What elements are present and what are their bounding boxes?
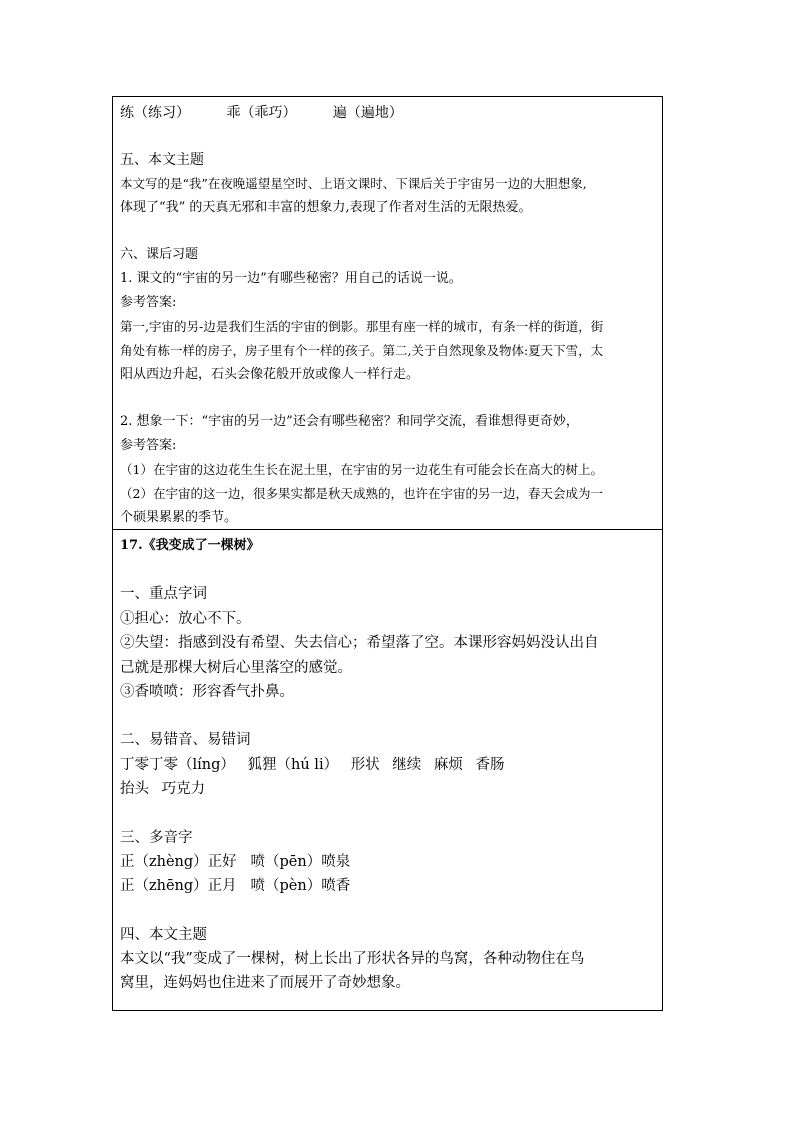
error-word: 狐狸（hú li）: [247, 756, 339, 773]
error-word: 巧克力: [161, 781, 206, 798]
section-heading: 一、重点字词: [120, 586, 207, 603]
theme-text-line: 窝里，连妈妈也住进来了而展开了奇妙想象。: [120, 975, 410, 992]
keyword-item: 己就是那棵大树后心里落空的感觉。: [120, 659, 352, 676]
spacer: [120, 704, 656, 728]
answer-label: 参考答案:: [120, 438, 177, 453]
section-heading: 六、课后习题: [120, 247, 199, 262]
vocab-item: 乖（乖巧）: [226, 105, 297, 121]
section-heading: 三、多音字: [120, 829, 193, 846]
answer-line: 角处有栋一样的房子，房子里有个一样的孩子。第二,关于自然现象及物体:夏天下雪，太: [120, 343, 604, 358]
vocab-item: 遍（遍地）: [332, 105, 403, 121]
document-table: [112, 96, 663, 1011]
spacer: [120, 558, 656, 582]
spacer: [120, 899, 656, 923]
error-words-row: [120, 753, 656, 777]
keyword-item: ①担心：放心不下。: [120, 610, 251, 627]
error-words-row: [120, 777, 656, 801]
spacer: [120, 802, 656, 826]
section-heading: 五、本文主题: [120, 152, 204, 168]
table-cell-lesson-17: [113, 530, 662, 1010]
question-text: 1. 课文的“宇宙的另一边”有哪些秘密？用自己的话说一说。: [120, 271, 462, 286]
error-word: 麻烦: [433, 756, 463, 773]
answer-line: 阳从西边升起，石头会像花般开放或像人一样行走。: [120, 367, 420, 382]
spacer: [120, 387, 656, 410]
error-word: 抬头: [120, 781, 149, 798]
answer-label: 参考答案:: [120, 295, 177, 310]
answer-line: 第一,宇宙的另-边是我们生活的宇宙的倒影。那里有座一样的城市，有条一样的街道，街: [120, 319, 604, 334]
lesson-title: 17.《我变成了一棵树》: [120, 538, 260, 553]
answer-line: 个硕果累累的季节。: [120, 510, 238, 525]
keyword-item: ③香喷喷：形容香气扑鼻。: [120, 683, 294, 700]
polyphone-line: 正（zhēng）正月 喷（pèn）喷香: [120, 878, 351, 895]
spacer: [120, 125, 656, 148]
spacer: [120, 220, 656, 243]
answer-line: （1）在宇宙的这边花生生长在泥土里，在宇宙的另一边花生有可能会长在高大的树上。: [120, 462, 603, 477]
keyword-item: ②失望：指感到没有希望、失去信心；希望落了空。本课形容妈妈没认出自: [120, 635, 599, 652]
answer-line: （2）在宇宙的这一边，很多果实都是秋天成熟的，也许在宇宙的另一边，春天会成为一: [120, 486, 603, 501]
error-word: 形状: [350, 756, 380, 773]
question-text: 2. 想象一下：“宇宙的另一边”还会有哪些秘密？和同学交流，看谁想得更奇妙，: [120, 414, 579, 429]
theme-text-line: 本文以“我”变成了一棵树，树上长出了形状各异的鸟窝，各种动物住在鸟: [120, 951, 585, 968]
polyphone-line: 正（zhèng）正好 喷（pēn）喷泉: [120, 853, 351, 870]
error-word: 丁零丁零（líng）: [120, 756, 235, 773]
theme-text-line: 体现了“我” 的天真无邪和丰富的想象力,表现了作者对生活的无限热爱。: [120, 200, 532, 215]
error-word: 继续: [392, 756, 422, 773]
section-heading: 二、易错音、易错词: [120, 732, 251, 749]
theme-text-line: 本文写的是“我”在夜晚遥望星空时、上语文课时、下课后关于宇宙另一边的大胆想象,: [120, 176, 587, 191]
table-cell-lesson-16: [113, 97, 662, 530]
vocab-item: 练（练习）: [120, 105, 190, 121]
vocab-row: [120, 101, 656, 125]
error-word: 香肠: [475, 756, 505, 773]
section-heading: 四、本文主题: [120, 926, 207, 943]
